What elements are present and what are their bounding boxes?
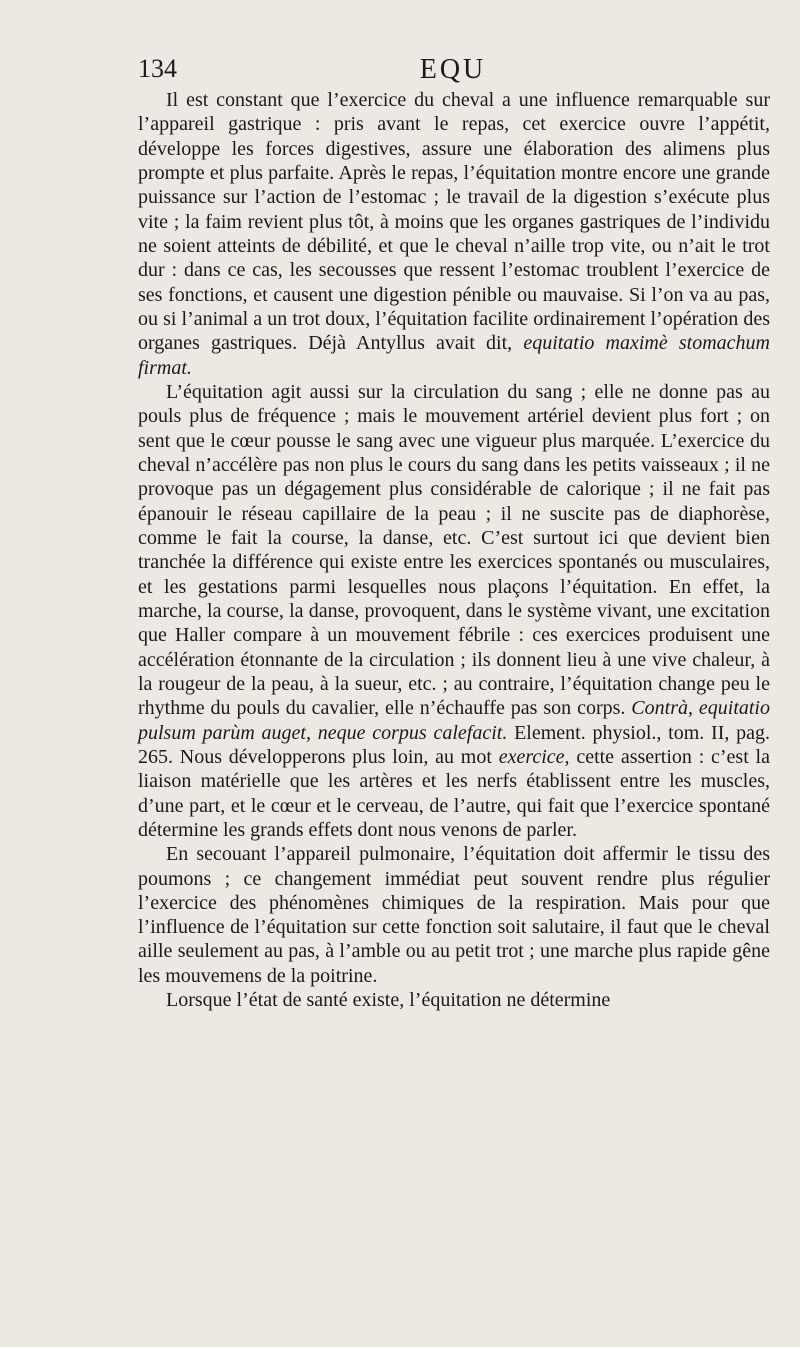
text-segment: En secouant l’appareil pulmonaire, l’équitation doit affermir le tissu des poumons ; ce changement immédiat peut souvent rendre plus régulier l’exercice des phénomènes chimiques de la respiration. Mais pour que l’influence de l’équitation sur cette fonction soit salutaire, il faut que le cheval aille seulement au pas, à l’amble ou au petit trot ; une marche plus rapide gêne les mouvemens de la poitrine. (138, 843, 770, 987)
paragraph-1 (138, 88, 770, 380)
latin-quote: equitatio maximè stomachum firmat. (138, 332, 770, 379)
page-number: 134 (138, 54, 177, 83)
body-text (138, 88, 770, 1012)
text-segment: Il est constant que l’exercice du cheval a une influence remarquable sur l’appareil gastrique : pris avant le repas, cet exercice ouvre l’appétit, développe les forces digestives, assure une élaboration des alimens plus prompte et plus parfaite. Après le repas, l’équitation montre encore une grande puissance sur l’action de l’estomac ; le travail de la digestion s’exécute plus vite ; la faim revient plus tôt, à moins que les organes gastriques de l’individu ne soient atteints de débilité, et que le cheval n’aille trop vite, ou n’ait le trot dur : dans ce cas, les secousses que ressent l’estomac troublent l’exercice de ses fonctions, et causent une digestion pénible ou mauvaise. Si l’on va au pas, ou si l’animal a un trot doux, l’équitation facilite ordinairement l’opération des organes gastriques. Déjà Antyllus avait dit, (138, 89, 770, 355)
paragraph-2 (138, 380, 770, 842)
text-segment: cette assertion : c’est la liaison matérielle que les artères et les nerfs établissent entre les muscles, d’une part, et le cœur et le cerveau, de l’autre, qui fait que l’exercice spontané détermine les grands effets dont nous venons de parler. (138, 745, 770, 841)
paragraph-4 (138, 988, 770, 1012)
page-header (138, 54, 768, 88)
paragraph-3 (138, 842, 770, 988)
text-segment: L’équitation agit aussi sur la circulation du sang ; elle ne donne pas au pouls plus de fréquence ; mais le mouvement artériel devient plus fort ; on sent que le cœur pousse le sang avec une vigueur plus marquée. L’exercice du cheval n’accélère pas non plus le cours du sang dans les petits vaisseaux ; il ne provoque pas un dégagement plus considérable de calorique ; il ne fait pas épanouir le réseau capillaire de la peau ; il ne suscite pas de diaphorèse, comme le fait la course, la danse, etc. C’est surtout ici que devient bien tranchée la différence qui existe entre les exercices spontanés ou musculaires, et les gestations parmi lesquelles nous plaçons l’équitation. En effet, la marche, la course, la danse, provoquent, dans le système vivant, une excitation que Haller compare à un mouvement fébrile : ces exercices produisent une accélération étonnante de la circulation ; ils donnent lieu à une vive chaleur, à la rougeur de la peau, à la sueur, etc. ; au contraire, l’équitation change peu le rhythme du pouls du cavalier, elle n’échauffe pas son corps. (138, 380, 770, 720)
cross-reference: exercice, (498, 745, 570, 768)
text-segment: Element. physiol., tom. II, pag. 265. Nous développerons plus loin, au mot (138, 721, 770, 768)
text-segment: Lorsque l’état de santé existe, l’équitation ne détermine (166, 989, 611, 1012)
latin-quote: Contrà, equitatio pulsum parùm auget, neque corpus calefacit. (138, 697, 770, 744)
running-head: EQU (419, 54, 487, 85)
